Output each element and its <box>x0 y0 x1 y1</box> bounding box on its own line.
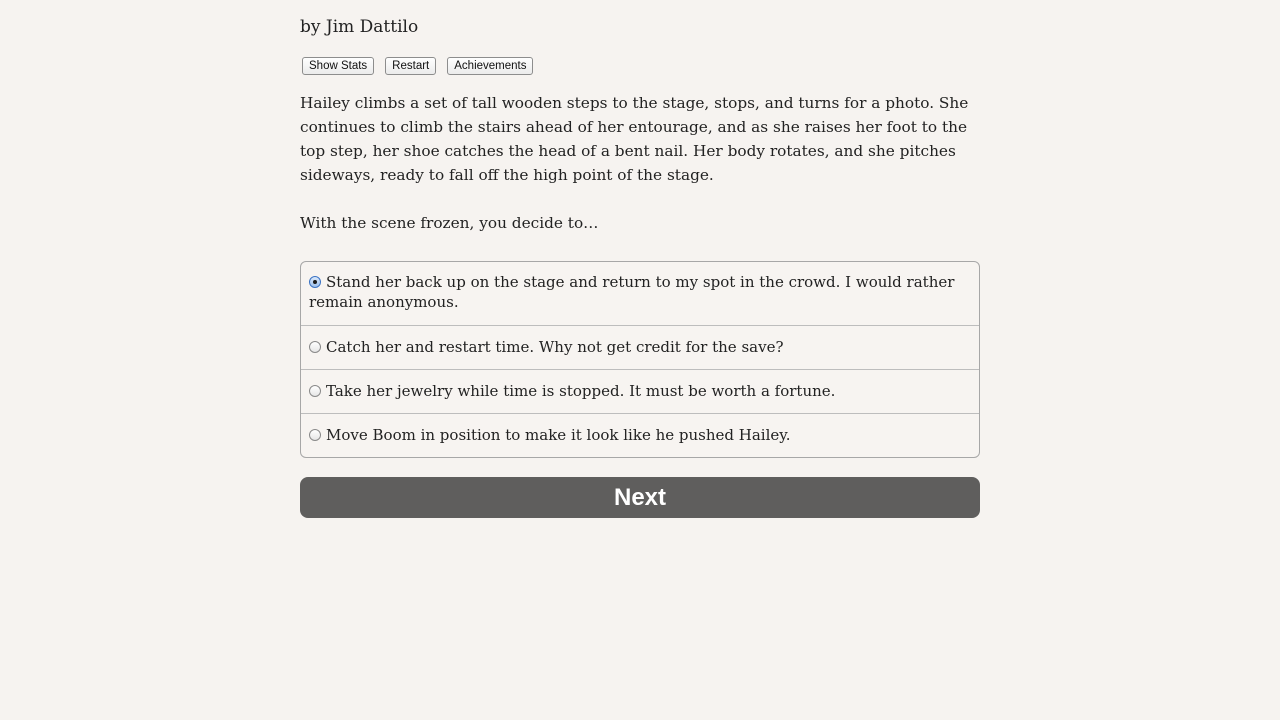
choice-label: Take her jewelry while time is stopped. It must be worth a fortune. <box>326 382 836 400</box>
radio-button-selected[interactable] <box>309 276 321 288</box>
restart-button[interactable]: Restart <box>385 57 436 75</box>
choice-option[interactable] <box>301 369 979 413</box>
choice-label: Catch her and restart time. Why not get credit for the save? <box>326 338 784 356</box>
story-passage: Hailey climbs a set of tall wooden steps to the stage, stops, and turns for a photo. She continues to climb the stairs ahead of her entourage, and as she raises her foot to the top step, her shoe catches the head of a bent nail. Her body rotates, and she pitches sideways, ready to fall off the high point of the stage. <box>300 94 969 184</box>
author-byline: by Jim Dattilo <box>300 17 419 37</box>
radio-button[interactable] <box>309 429 321 441</box>
radio-button[interactable] <box>309 385 321 397</box>
choice-list <box>300 261 980 458</box>
achievements-button[interactable]: Achievements <box>447 57 533 75</box>
show-stats-button[interactable]: Show Stats <box>302 57 374 75</box>
choice-label: Stand her back up on the stage and return to my spot in the crowd. I would rather remain anonymous. <box>309 273 955 311</box>
next-button[interactable]: Next <box>300 477 980 518</box>
choice-label: Move Boom in position to make it look like he pushed Hailey. <box>326 426 791 444</box>
choice-option[interactable] <box>301 325 979 369</box>
toolbar <box>302 57 533 75</box>
radio-button[interactable] <box>309 341 321 353</box>
story-prompt: With the scene frozen, you decide to… <box>300 214 599 232</box>
choice-option[interactable] <box>301 262 979 325</box>
choice-option[interactable] <box>301 413 979 457</box>
